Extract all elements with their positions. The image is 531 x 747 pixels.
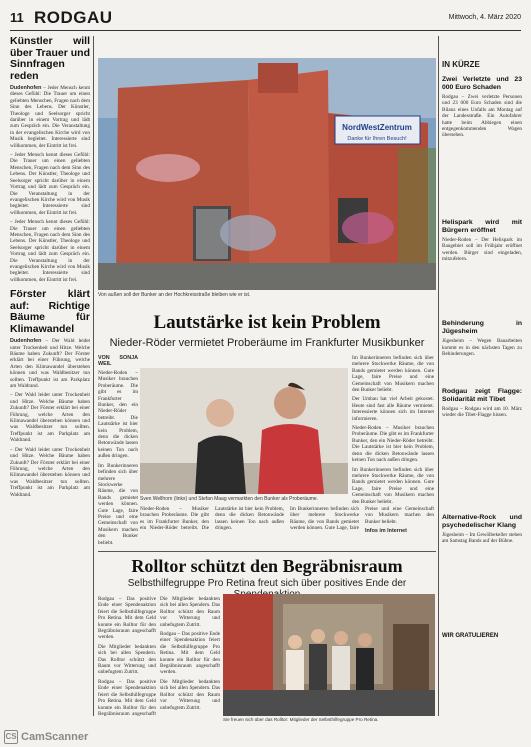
page-header xyxy=(10,6,521,31)
group-photo xyxy=(223,594,435,716)
issue-date: Mittwoch, 4. März 2020 xyxy=(448,14,521,21)
brief-body: Nieder-Roden – Der Helispark im Baugebiet soll im Frühjahr eröffnet werden. Bürger sind eingeladen, mitzufeiern. xyxy=(442,236,522,263)
brief-body: Rodgau – Zwei verletzte Personen und 23 000 Euro Schaden sind die Bilanz eines Unfalls am Montag auf der Landesstraße. Ein Autofahrer hatte beim Abbiegen einen entgegenkommenden Wagen übersehen. xyxy=(442,94,522,139)
article-body-cont: – Der Wald leidet unter Trockenheit und Hitze. Welche Bäume haben Zukunft? Der Förster erklärt bei einer Führung, welche Arten den Klimawandel überstehen können und was Waldbesitzer tun sollten. Treffpunkt ist am Parkplatz am Waldrand. xyxy=(10,392,90,444)
article-column xyxy=(160,596,220,716)
brief-body: Jügesheim – Wegen Bauarbeiten kommt es in den nächsten Tagen zu Behinderungen. xyxy=(442,338,522,358)
article-text: Der Umbau hat viel Arbeit gekostet. Heute sind fast alle Räume vermietet. Interessierte können sich im Internet informieren. xyxy=(352,396,434,422)
brief-body: Jügesheim – Im Gewölbekeller stehen am Samstag Bands auf der Bühne. xyxy=(442,531,522,544)
article-text: Im Bunkerinneren befinden sich über mehrere Stockwerke Räume, die von Bands gemietet werden können. Gute Lage, faire Preise und eine Gemeinschaft von Musikern machen den Bunker beliebt. xyxy=(352,355,434,394)
article-body-cont: – Jeder Mensch kennt dieses Gefühl: Die Trauer um einen geliebten Menschen, Fragen nach dem Sinn des Lebens. Der Künstler, Theologe und Seelsorger spricht darüber in einem Vortrag und lädt zum Gespräch ein. Die Veranstaltung in der evangelischen Kirche wird von Musik begleitet. Interessierte sind willkommen, der Eintritt ist frei. xyxy=(10,219,90,283)
congratulations-title: WIR GRATULIEREN xyxy=(442,633,499,640)
article-title: Förster klärt auf: Richtige Bäume für Klimawandel xyxy=(10,288,90,335)
article-text: Die Mitglieder bedankten sich bei allen Spendern. Das Rolltor schützt den Raum vor Witterung und unbefugtem Zutritt. xyxy=(160,596,220,628)
musicians-photo xyxy=(140,368,348,494)
article-text: Die Mitglieder bedankten sich bei allen Spendern. Das Rolltor schützt den Raum vor Witterung und unbefugtem Zutritt. xyxy=(98,643,156,676)
in-brief-label: IN KÜRZE xyxy=(442,60,480,69)
right-column xyxy=(442,72,522,702)
article-text: Rodgau – Das positive Ende einer Spendenaktion feiert die Selbsthilfegruppe Pro Retina. Mit dem Geld konnte ein Rolltor für den Begräbnisraum angeschafft xyxy=(98,678,156,716)
photo-caption: Sven Wellhorn (links) und Stefan Maag vermarkten den Bunker als Proberäume. xyxy=(140,496,319,502)
article-column xyxy=(98,355,138,545)
left-column xyxy=(10,36,90,661)
photo-caption: Von außen soll der Bunker an der Hochkreisstraße bleiben wie er ist. xyxy=(98,292,251,298)
brief-title: Helispark wird mit Bürgern eröffnet xyxy=(442,218,522,234)
article-column xyxy=(98,596,156,716)
scanner-logo-icon: CS xyxy=(4,730,18,744)
brief-title: Behinderung in Jügesheim xyxy=(442,320,522,336)
article-text: Rodgau – Das positive Ende einer Spendenaktion feiert die Selbsthilfegruppe Pro Retina. Mit dem Geld konnte ein Rolltor für den Begräbnisraum angeschafft werden. xyxy=(98,596,156,641)
article-continuation xyxy=(140,506,434,546)
brief-title: Zwei Verletzte und 23 000 Euro Schaden xyxy=(442,76,522,91)
article-text: Im Bunkerinneren befinden sich über mehrere Stockwerke Räume, die von Bands gemietet werden können. Gute Lage, faire Preise und eine Gemeinschaft von Musikern machen den Bunker beliebt. xyxy=(290,506,434,532)
watermark-text: CamScanner xyxy=(21,730,89,743)
article-body: Dudenhofen – Der Wald leidet unter Trockenheit und Hitze. Welche Bäume haben Zukunft? Der Förster erklärt bei einer Führung, welche Arten den Klimawandel überstehen können und was Waldbesitzer tun sollten. Treffpunkt ist am Parkplatz am Waldrand. xyxy=(10,338,90,390)
subheadline: Selbsthilfegruppe Pro Retina freut sich über positives Ende der xyxy=(127,578,407,589)
headline: Lautstärke ist kein Problem xyxy=(153,312,381,333)
brief-title: Rodgau zeigt Flagge: Solidarität mit Tibet xyxy=(442,387,522,403)
article-text: Die Mitglieder bedankten sich bei allen Spendern. Das Rolltor schützt den Raum vor Witterung und unbefugtem Zutritt. xyxy=(160,678,220,711)
bunker-photo xyxy=(98,58,436,290)
sign-line-2: Danke für Ihren Besuch! xyxy=(347,136,407,142)
article-title: Künstler will über Trauer und Sinnfragen reden xyxy=(10,36,90,82)
sign-line-1: NordWestZentrum xyxy=(342,123,412,132)
page-number: 11 xyxy=(10,10,24,25)
article-body-cont: – Jeder Mensch kennt dieses Gefühl: Die Trauer um einen geliebten Menschen, Fragen nach dem Sinn des Lebens. Der Künstler, Theologe und Seelsorger spricht darüber in einem Vortrag und lädt zum Gespräch ein. Die Veranstaltung in der evangelischen Kirche wird von Musik begleitet. Interessierte sind willkommen, der Eintritt ist frei. xyxy=(10,152,90,216)
photo-caption: Sie freuen sich über das Rolltor: Mitglieder der Selbsthilfegruppe Pro Retina. xyxy=(223,717,379,722)
subheadline: Nieder-Röder vermietet Proberäume im Frankfurter Musikbunker xyxy=(109,337,425,349)
article-text: Nieder-Roden – Musiker brauchen Proberäume. Die gibt es im Frankfurter Bunker, den ein Nieder-Röder betreibt. Die Lautstärke ist hier kein Problem, denn die dicken Betonwände lassen keinen Ton nach außen dringen. xyxy=(98,370,138,460)
section-title: RODGAU xyxy=(34,8,113,27)
article-text: Nieder-Roden – Musiker brauchen Proberäume. Die gibt es im Frankfurter Bunker, den ein Nieder-Röder betreibt. Die Lautstärke ist hier kein Problem, denn die dicken Betonwände lassen keinen Ton nach außen dringen. xyxy=(352,425,434,464)
article-text: Rodgau – Das positive Ende einer Spendenaktion feiert die Selbsthilfegruppe Pro Retina. Mit dem Geld konnte ein Rolltor für den Begräbnisraum angeschafft werden. xyxy=(160,631,220,676)
brief-title: Alternative-Rock und psychedelischer Klang xyxy=(442,513,522,529)
byline: VON SONJA WEIL xyxy=(98,355,138,367)
headline: Rolltor schützt den Begräbnisraum xyxy=(131,556,403,576)
article-text: Im Bunkerinneren befinden sich über mehrere Stockwerke Räume, die von Bands gemietet werden können. Gute Lage, faire Preise und eine Gemeinschaft von Musikern machen den Bunker beliebt. xyxy=(98,462,138,545)
scanner-watermark xyxy=(4,730,88,744)
column-divider xyxy=(93,36,94,716)
article-text: Im Bunkerinneren befinden sich über mehrere Stockwerke Räume, die von Bands gemietet werden können. Gute Lage, faire Preise und eine Gemeinschaft von Musikern machen den Bunker beliebt. xyxy=(352,466,434,505)
article-body: Dudenhofen – Jeder Mensch kennt dieses Gefühl: Die Trauer um einen geliebten Menschen, Fragen nach dem Sinn des Lebens. Der Künstler, Theologe und Seelsorger spricht darüber in einem Vortrag und lädt zum Gespräch ein. Die Veranstaltung in der evangelischen Kirche wird von Musik begleitet. Interessierte sind willkommen, der Eintritt ist frei. xyxy=(10,85,90,149)
brief-body: Rodgau – Rodgau wird am 10. März wieder die Tibet-Flagge hissen. xyxy=(442,405,522,419)
article-body-cont: – Der Wald leidet unter Trockenheit und Hitze. Welche Bäume haben Zukunft? Der Förster erklärt bei einer Führung, welche Arten den Klimawandel überstehen können und was Waldbesitzer tun sollten. Treffpunkt ist am Parkplatz am Waldrand. xyxy=(10,446,90,498)
column-divider xyxy=(438,36,439,716)
info-title: Infos im Internet xyxy=(365,528,407,535)
article-text: Nieder-Roden – Musiker brauchen Proberäume. Die gibt es im Frankfurter Bunker, den ein Nieder-Röder betreibt. Die Lautstärke ist hier kein Problem, denn die dicken Betonwände lassen keinen Ton nach außen dringen. xyxy=(140,506,284,532)
article-divider xyxy=(98,551,436,552)
